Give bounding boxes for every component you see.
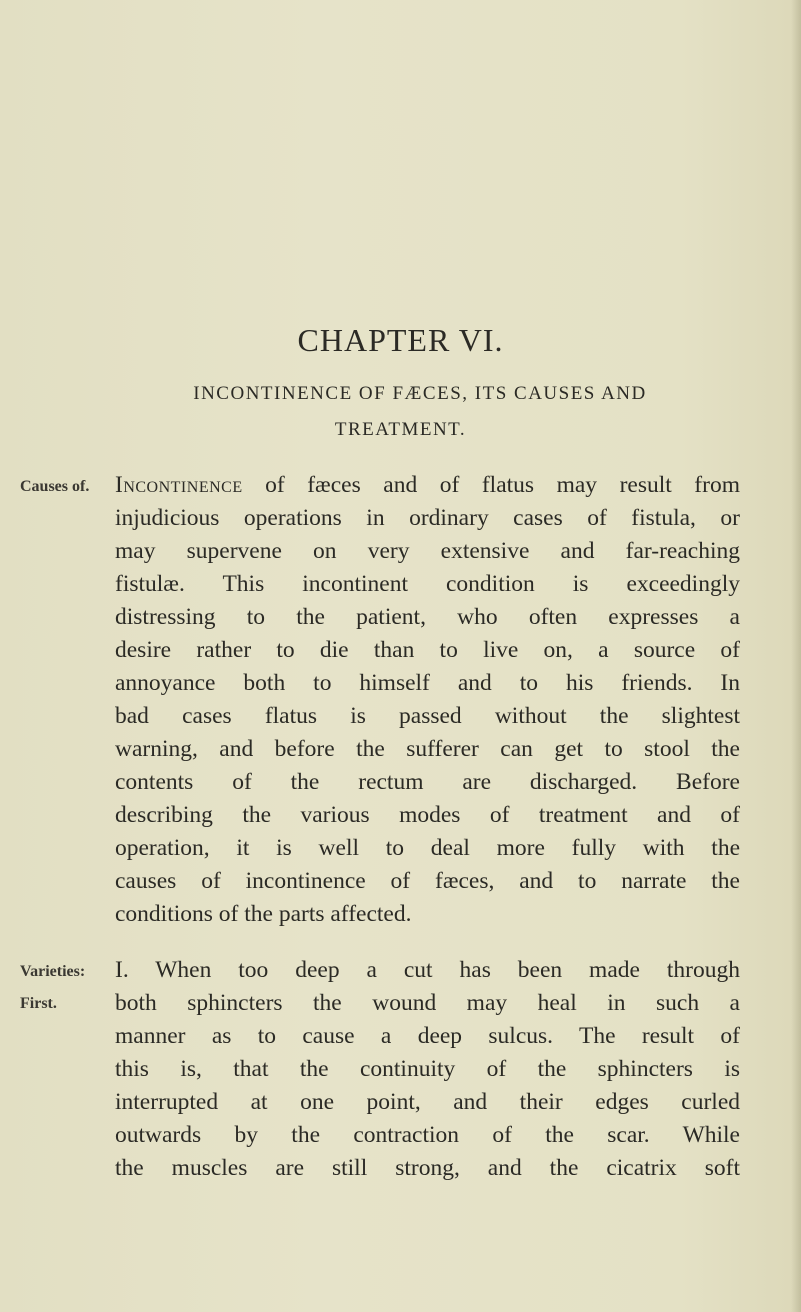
body-line: bad cases flatus is passed without the slightest	[115, 703, 740, 729]
body-line: causes of incontinence of fæces, and to narrate the	[115, 868, 740, 894]
body-line: fistulæ. This incontinent condition is exceedingly	[115, 571, 740, 597]
body-line: describing the various modes of treatment and of	[115, 802, 740, 828]
body-line: injudicious operations in ordinary cases of fistula, or	[115, 505, 740, 531]
body-line: may supervene on very extensive and far-reaching	[115, 538, 740, 564]
body-line: both sphincters the wound may heal in such a	[115, 990, 740, 1016]
body-line: conditions of the parts affected.	[115, 901, 412, 927]
chapter-title: CHAPTER VI.	[297, 322, 504, 358]
margin-note-causes: Causes of.	[20, 478, 90, 495]
body-line: interrupted at one point, and their edges curled	[115, 1089, 740, 1115]
body-line: desire rather to die than to live on, a source of	[115, 637, 740, 663]
body-line: distressing to the patient, who often expresses a	[115, 604, 740, 630]
body-line: manner as to cause a deep sulcus. The result of	[115, 1023, 740, 1049]
body-line: contents of the rectum are discharged. Before	[115, 769, 740, 795]
body-line: the muscles are still strong, and the cicatrix soft	[115, 1155, 740, 1181]
chapter-subtitle-line-1: INCONTINENCE OF FÆCES, ITS CAUSES AND	[193, 383, 647, 404]
margin-note-varieties: Varieties:	[20, 963, 86, 980]
lead-word: Incontinence	[115, 472, 243, 498]
margin-note-first: First.	[20, 995, 57, 1012]
body-line: warning, and before the sufferer can get to stool the	[115, 736, 740, 762]
chapter-subtitle-line-2: TREATMENT.	[334, 419, 467, 440]
page-edge-shadow	[791, 0, 801, 1312]
body-line: I. When too deep a cut has been made through	[115, 957, 740, 983]
body-line-1-text: of fæces and of flatus may result from	[242, 472, 740, 498]
body-line-1	[115, 472, 740, 499]
body-line: outwards by the contraction of the scar. While	[115, 1122, 740, 1148]
body-line: this is, that the continuity of the sphincters is	[115, 1056, 740, 1082]
body-line: operation, it is well to deal more fully with the	[115, 835, 740, 861]
body-line: annoyance both to himself and to his friends. In	[115, 670, 740, 696]
